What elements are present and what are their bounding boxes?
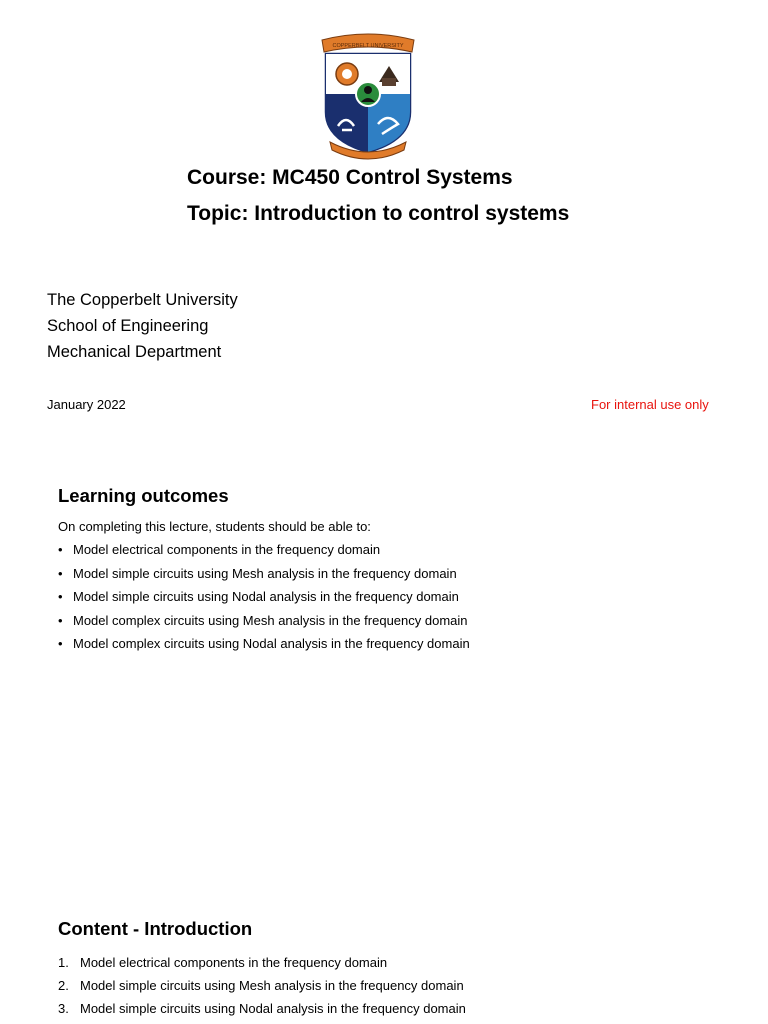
list-item: • Model simple circuits using Nodal analysis in the frequency domain xyxy=(58,587,470,611)
university-crest-icon xyxy=(316,30,420,160)
bullet-icon: • xyxy=(58,612,63,628)
learning-outcomes-list xyxy=(58,540,470,658)
content-intro-list xyxy=(58,953,466,1022)
bullet-icon: • xyxy=(58,542,63,557)
content-intro-heading: Content - Introduction xyxy=(58,918,253,939)
list-item: 2. Model simple circuits using Mesh analysis in the frequency domain xyxy=(58,976,466,999)
crest-banner-text: COPPERBELT UNIVERSITY xyxy=(332,43,404,49)
bullet-icon: • xyxy=(58,589,63,604)
list-item: • Model complex circuits using Nodal analysis in the frequency domain xyxy=(58,634,470,658)
department-name: Mechanical Department xyxy=(47,343,222,361)
list-item: 1. Model electrical components in the frequency domain xyxy=(58,953,466,976)
list-item: • Model electrical components in the frequency domain xyxy=(58,540,470,564)
topic-title: Topic: Introduction to control systems xyxy=(187,202,570,225)
list-number: 3. xyxy=(58,1001,69,1016)
learning-outcomes-intro: On completing this lecture, students should be able to: xyxy=(58,519,371,534)
internal-use-notice: For internal use only xyxy=(591,397,709,412)
list-number: 1. xyxy=(58,955,69,970)
list-number: 2. xyxy=(58,978,69,993)
list-item: • Model complex circuits using Mesh analysis in the frequency domain xyxy=(58,611,470,635)
list-item: • Model simple circuits using Mesh analysis in the frequency domain xyxy=(58,564,470,588)
school-name: School of Engineering xyxy=(47,317,209,335)
learning-outcomes-heading: Learning outcomes xyxy=(58,485,229,506)
bullet-icon: • xyxy=(58,636,63,651)
bullet-icon: • xyxy=(58,565,63,581)
list-item: 3. Model simple circuits using Nodal analysis in the frequency domain xyxy=(58,999,466,1022)
course-title: Course: MC450 Control Systems xyxy=(187,166,513,189)
document-date: January 2022 xyxy=(47,397,126,412)
university-name: The Copperbelt University xyxy=(47,291,238,309)
